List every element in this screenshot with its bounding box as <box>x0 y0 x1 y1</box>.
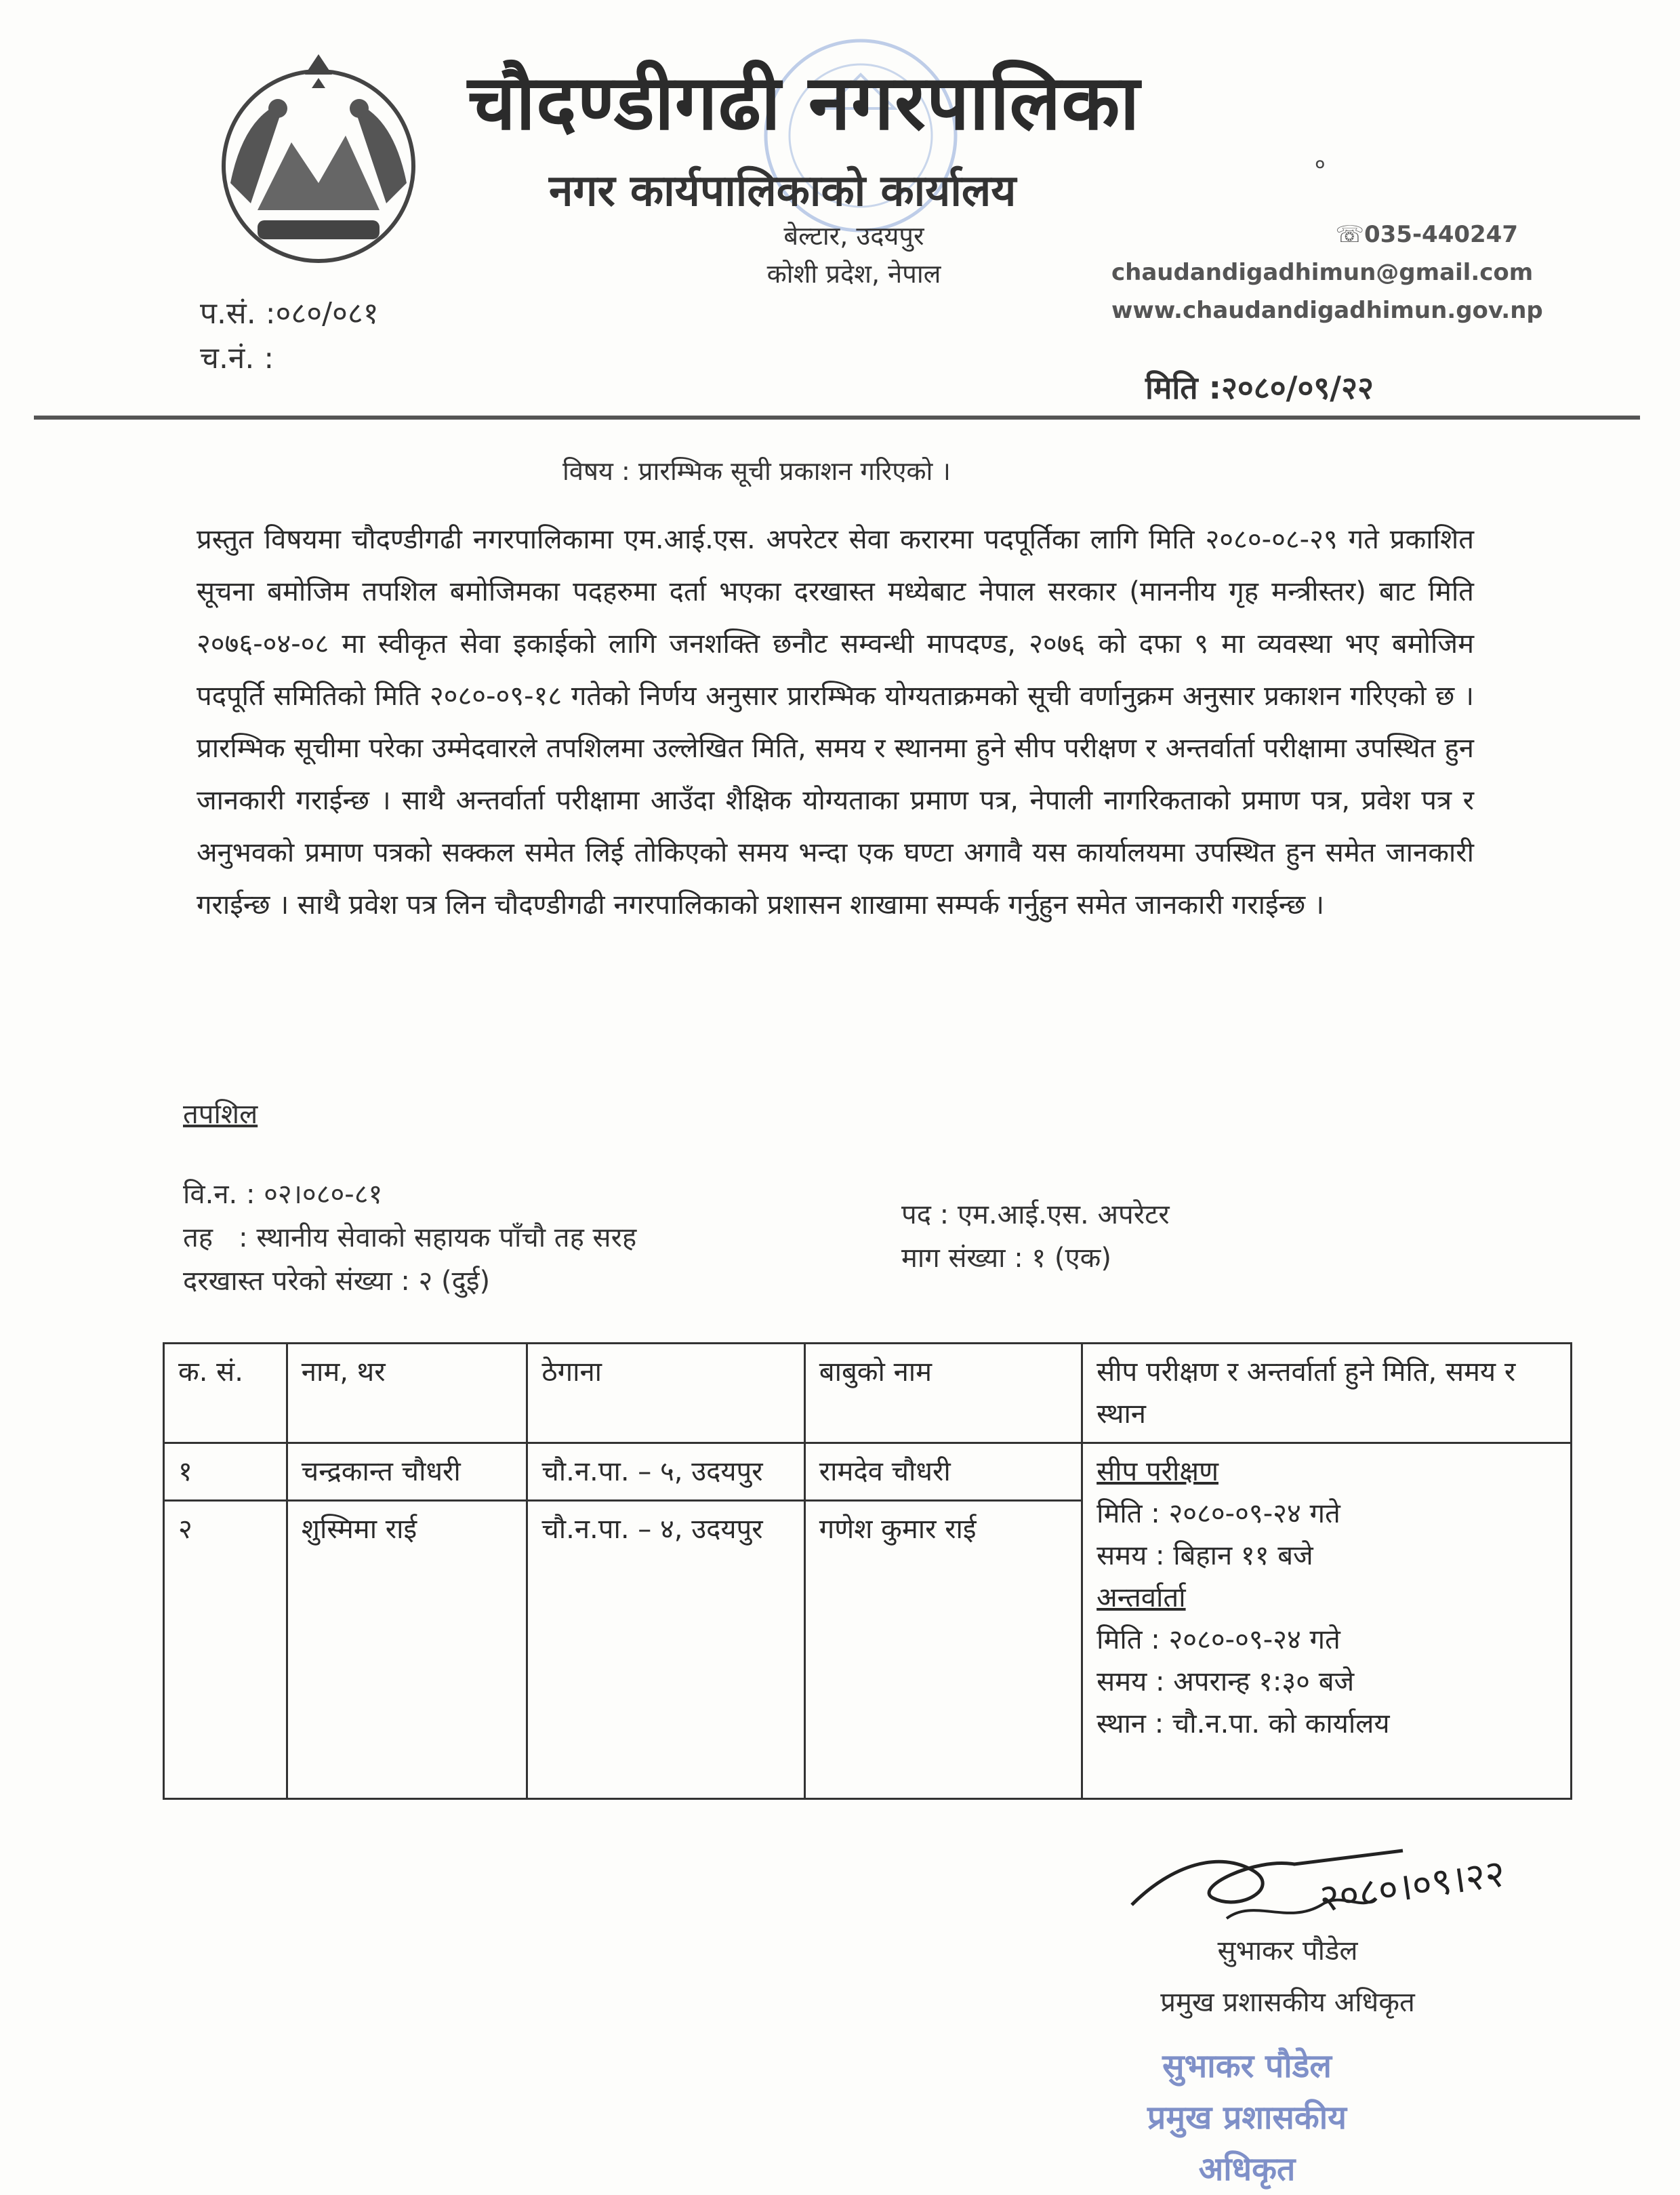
dispatch-number: च.नं. : <box>200 341 274 376</box>
col-name: नाम, थर <box>287 1344 527 1443</box>
cell-address: चौ.न.पा. – ५, उदयपुर <box>527 1443 804 1501</box>
cell-name: चन्द्रकान्त चौधरी <box>287 1443 527 1501</box>
nepal-emblem-logo <box>203 47 434 271</box>
interview-title: अन्तर्वार्ता <box>1097 1582 1186 1613</box>
cell-father: रामदेव चौधरी <box>804 1443 1082 1501</box>
contact-block <box>1111 216 1543 329</box>
col-serial: क. सं. <box>164 1344 287 1443</box>
phone-number: ☏035-440247 <box>1335 221 1518 248</box>
website-url: www.chaudandigadhimun.gov.np <box>1111 297 1543 324</box>
col-schedule: सीप परीक्षण र अन्तर्वार्ता हुने मिति, समय र स्थान <box>1082 1344 1572 1443</box>
ref-number: प.सं. :०८०/०८१ <box>200 296 379 331</box>
address-line-2: कोशी प्रदेश, नेपाल <box>766 259 941 289</box>
stamp-name: सुभाकर पौडेल <box>1162 2047 1332 2085</box>
cell-serial: १ <box>164 1443 287 1501</box>
details-heading: तपशिल <box>183 1099 258 1130</box>
letter-date: मिति :२०८०/०९/२२ <box>1145 369 1374 406</box>
table-header-row <box>164 1344 1572 1443</box>
name-stamp <box>1098 2040 1396 2195</box>
skill-test-time: समय : बिहान ११ बजे <box>1097 1540 1313 1571</box>
cell-schedule <box>1082 1443 1572 1799</box>
application-count: दरखास्त परेको संख्या : २ (दुई) <box>183 1266 491 1297</box>
interview-time: समय : अपरान्ह १:३० बजे <box>1097 1666 1355 1697</box>
signatory-name: सुभाकर पौडेल <box>1217 1935 1358 1967</box>
demand-count: माग संख्या : १ (एक) <box>901 1243 1111 1274</box>
notice-body: प्रस्तुत विषयमा चौदण्डीगढी नगरपालिकामा एम.आई.एस. अपरेटर सेवा करारमा पदपूर्तिका लागि मिति २०८०-०८-२९ गते प्रकाशित सूचना बमोजिम तपशिल बमोजिमका पदहरुमा दर्ता भएका दरखास्त मध्येबाट नेपाल सरकार (माननीय गृह मन्त्रीस्तर) बाट मिति २०७६-०४-०८ मा स्वीकृत सेवा इकाईको लागि जनशक्ति छनौट सम्वन्धी मापदण्ड, २०७६ को दफा ९ मा व्यवस्था भए बमोजिम पदपूर्ति समितिको मिति २०८०-०९-१८ गतेको निर्णय अनुसार प्रारम्भिक योग्यताक्रमको सूची वर्णानुक्रम अनुसार प्रकाशन गरिएको छ ।प्रारम्भिक सूचीमा परेका उम्मेदवारले तपशिलमा उल्लेखित मिति, समय र स्थानमा हुने सीप परीक्षण र अन्तर्वार्ता परीक्षामा उपस्थित हुन जानकारी गराईन्छ । साथै अन्तर्वार्ता परीक्षामा आउँदा शैक्षिक योग्यताका प्रमाण पत्र, नेपाली नागरिकताको प्रमाण पत्र, प्रवेश पत्र र अनुभवको प्रमाण पत्रको सक्कल समेत लिई तोकिएको समय भन्दा एक घण्टा अगावै यस कार्यालयमा उपस्थित हुन समेत जानकारी गराईन्छ । साथै प्रवेश पत्र लिन चौदण्डीगढी नगरपालिकाको प्रशासन शाखामा सम्पर्क गर्नुहुन समेत जानकारी गराईन्छ । <box>197 524 1474 921</box>
cell-address: चौ.न.पा. – ४, उदयपुर <box>527 1501 804 1799</box>
office-name: नगर कार्यपालिकाको कार्यालय <box>549 166 1017 216</box>
cell-serial: २ <box>164 1501 287 1799</box>
cell-name: शुस्मिमा राई <box>287 1501 527 1799</box>
candidate-table <box>163 1342 1572 1800</box>
margin-mark: ० <box>1315 153 1326 176</box>
interview-date: मिति : २०८०-०९-२४ गते <box>1097 1624 1340 1655</box>
header-divider <box>34 416 1640 420</box>
svg-text:२०८०।०९।२२: २०८०।०९।२२ <box>1316 1851 1508 1921</box>
advert-meta-left <box>183 1173 636 1303</box>
skill-test-date: मिति : २०८०-०९-२४ गते <box>1097 1498 1340 1529</box>
reference-numbers <box>200 291 379 381</box>
email-address: chaudandigadhimun@gmail.com <box>1111 259 1534 286</box>
advert-meta-right <box>901 1193 1170 1280</box>
subject-line: विषय : प्रारम्भिक सूची प्रकाशन गरिएको । <box>562 456 951 486</box>
service-level: तह : स्थानीय सेवाको सहायक पाँचौ तह सरह <box>183 1222 637 1253</box>
skill-test-title: सीप परीक्षण <box>1097 1456 1218 1487</box>
municipality-name: चौदण्डीगढी नगरपालिका <box>468 59 1141 147</box>
col-father: बाबुको नाम <box>804 1344 1082 1443</box>
advert-number: वि.न. : ०२।०८०-८१ <box>183 1179 383 1210</box>
cell-father: गणेश कुमार राई <box>804 1501 1082 1799</box>
office-address <box>732 217 976 293</box>
signatory-block <box>1132 1925 1443 2028</box>
post-name: पद : एम.आई.एस. अपरेटर <box>901 1199 1170 1230</box>
signatory-designation: प्रमुख प्रशासकीय अधिकृत <box>1160 1987 1415 2018</box>
table-row <box>164 1443 1572 1501</box>
exam-place: स्थान : चौ.न.पा. को कार्यालय <box>1097 1708 1390 1739</box>
col-address: ठेगाना <box>527 1344 804 1443</box>
address-line-1: बेल्टार, उदयपुर <box>783 221 924 251</box>
stamp-designation: प्रमुख प्रशासकीय अधिकृत <box>1147 2099 1347 2188</box>
